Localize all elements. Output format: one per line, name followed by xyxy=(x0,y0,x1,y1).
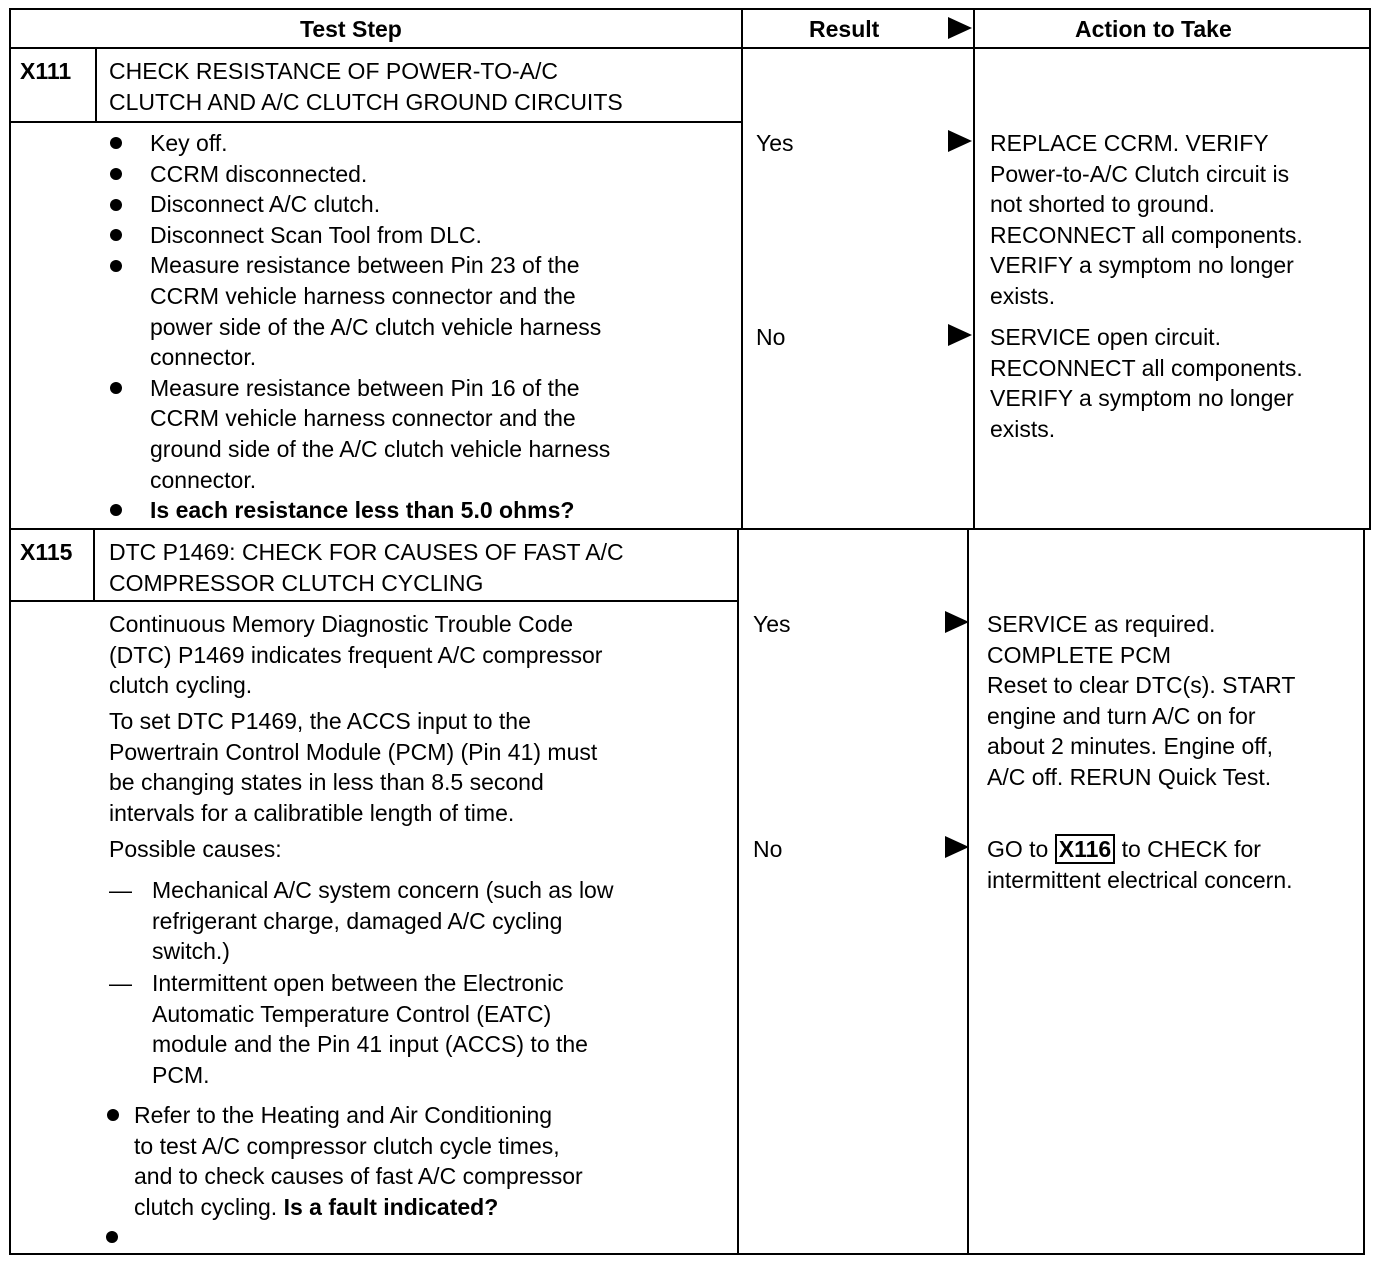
table-border-right xyxy=(1363,528,1365,1255)
cause-item: Mechanical A/C system concern (such as low refrigerant charge, damaged A/C cycling switch.) xyxy=(152,877,614,965)
column-divider-action xyxy=(967,528,969,1255)
result-no: No xyxy=(756,324,786,350)
action-no: GO to X116 to CHECK for intermittent electrical concern. xyxy=(987,836,1293,893)
cause-item: Intermittent open between the Electronic Automatic Temperature Control (EATC) module and the Pin 41 input (ACCS) to the PCM. xyxy=(152,970,588,1088)
step-body-refer: Refer to the Heating and Air Conditioning to test A/C compressor clutch cycle times, and to check causes of fast A/C compressor clutch cycling. Is a fault indicated? xyxy=(134,1102,583,1220)
step-body-intro: Continuous Memory Diagnostic Trouble Code (DTC) P1469 indicates frequent A/C compressor clutch cycling. xyxy=(109,611,603,699)
dash-icon: — xyxy=(109,877,132,903)
bullet-icon xyxy=(110,260,122,272)
title-underline xyxy=(9,121,743,123)
table-border-bottom xyxy=(9,1253,1365,1255)
result-no: No xyxy=(753,836,783,862)
header-result: Result xyxy=(809,16,880,42)
row-divider xyxy=(9,528,1371,530)
column-divider-action xyxy=(973,8,975,530)
code-box-divider xyxy=(95,47,97,123)
arrow-icon xyxy=(945,836,969,858)
arrow-icon xyxy=(948,130,972,152)
step-body-condition: To set DTC P1469, the ACCS input to the Powertrain Control Module (PCM) (Pin 41) must be changing states in less than 8.5 second intervals for a calibratible length of time. xyxy=(109,708,598,826)
header-test-step: Test Step xyxy=(300,16,402,42)
result-yes: Yes xyxy=(756,130,794,156)
header-action: Action to Take xyxy=(1075,16,1232,42)
step-title: DTC P1469: CHECK FOR CAUSES OF FAST A/C COMPRESSOR CLUTCH CYCLING xyxy=(109,539,624,596)
step-title: CHECK RESISTANCE OF POWER-TO-A/C CLUTCH AND A/C CLUTCH GROUND CIRCUITS xyxy=(109,58,623,115)
header-arrow-icon xyxy=(948,17,972,39)
header-divider xyxy=(9,47,1371,49)
step-reference-x116[interactable]: X116 xyxy=(1055,834,1115,864)
bullet-icon xyxy=(110,382,122,394)
result-yes: Yes xyxy=(753,611,791,637)
step-code: X111 xyxy=(20,58,72,84)
bullet-icon xyxy=(110,137,122,149)
table-border-left xyxy=(9,8,11,1255)
bullet-icon xyxy=(110,229,122,241)
step-body: Key off. CCRM disconnected. Disconnect A/C clutch. Disconnect Scan Tool from DLC. Measure resistance between Pin 23 of the CCRM vehicle harness connector and the power side of the A/C clutch vehicle harness connector. Measure resistance between Pin 16 of the CCRM vehicle harness connector and the ground side of the A/C clutch vehicle harness connector. Is each resistance less than 5.0 ohms? xyxy=(150,130,611,524)
step-code: X115 xyxy=(20,539,73,565)
action-yes: SERVICE as required. COMPLETE PCM Reset to clear DTC(s). START engine and turn A/C on for about 2 minutes. Engine off, A/C off. RERUN Quick Test. xyxy=(987,611,1296,790)
table-border-right xyxy=(1369,8,1371,530)
table-border-top xyxy=(9,8,1371,10)
bullet-icon xyxy=(110,199,122,211)
arrow-icon xyxy=(948,324,972,346)
code-box-divider xyxy=(93,528,95,602)
column-divider-result xyxy=(741,8,743,530)
dash-icon: — xyxy=(109,970,132,996)
action-no: SERVICE open circuit. RECONNECT all components. VERIFY a symptom no longer exists. xyxy=(990,324,1303,442)
column-divider-result xyxy=(737,528,739,1255)
bullet-icon xyxy=(107,1109,119,1121)
arrow-icon xyxy=(945,611,969,633)
bullet-icon xyxy=(110,504,122,516)
possible-causes-label: Possible causes: xyxy=(109,836,282,862)
bullet-icon xyxy=(106,1231,118,1243)
action-yes: REPLACE CCRM. VERIFY Power-to-A/C Clutch circuit is not shorted to ground. RECONNECT all components. VERIFY a symptom no longer exists. xyxy=(990,130,1303,309)
bullet-icon xyxy=(110,168,122,180)
title-underline xyxy=(9,600,739,602)
